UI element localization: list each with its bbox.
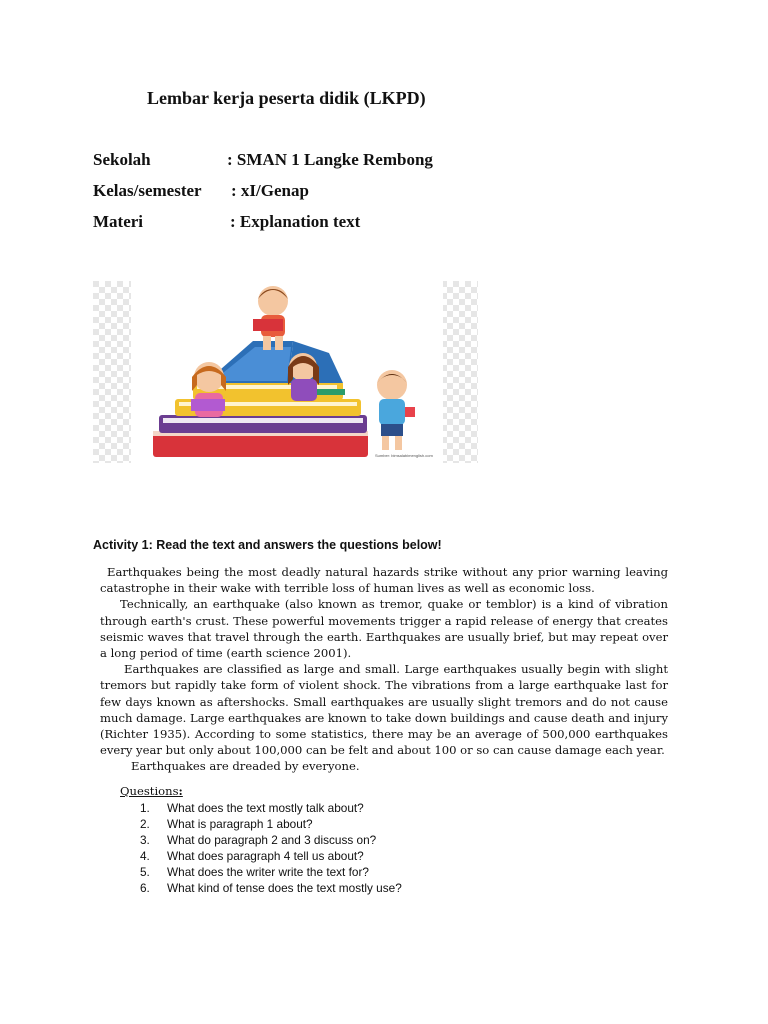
illustration-caption: Sumber: bimsalabimenglish.com [375,453,433,458]
paragraph-3: Earthquakes are classified as large and small. Large earthquakes usually begin with slight tremors but rapidly take form of violent shock. The vibrations from a large earthquake last for few days known as aftershocks. Small earthquakes are usually slight tremors and do not cause much damage. Large earthquakes are known to take down buildings and cause death and injury (Richter 1935). According to some statistics, there may be an average of 500,000 earthquakes every year but only about 100,000 can be felt and about 100 or so can cause damage each year. [100,662,669,758]
info-label: Kelas/semester [93,181,202,200]
question-text: What kind of tense does the text mostly use? [167,881,402,895]
question-text: What does the text mostly talk about? [167,801,364,815]
questions-list [140,800,402,896]
question-item [140,816,402,832]
question-text: What do paragraph 2 and 3 discuss on? [167,833,377,847]
question-text: What is paragraph 1 about? [167,817,313,831]
question-item [140,832,402,848]
activity-heading: Activity 1: Read the text and answers the questions below! [93,538,442,552]
question-item [140,800,402,816]
paragraph-4: Earthquakes are dreaded by everyone. [131,759,360,774]
info-row-materi [93,212,360,232]
info-value: : Explanation text [230,212,361,231]
info-label: Materi [93,212,144,231]
question-number: 2. [140,817,150,831]
info-row-kelas [93,181,309,201]
questions-heading-colon: : [178,784,183,798]
worksheet-title: Lembar kerja peserta didik (LKPD) [147,88,426,108]
reading-text [100,564,668,775]
question-item [140,848,402,864]
question-text: What does the writer write the text for? [167,865,369,879]
question-item [140,880,402,896]
question-item [140,864,402,880]
info-value: : SMAN 1 Langke Rembong [227,150,433,169]
paragraph-1: Earthquakes being the most deadly natural hazards strike without any prior warning leaving catastrophe in their wake with terrible loss of human lives as well as economic loss. [100,565,668,596]
info-row-sekolah [93,150,433,170]
questions-heading-label: Questions [120,784,179,798]
question-number: 5. [140,865,150,879]
questions-heading [120,784,183,798]
question-number: 1. [140,801,150,815]
question-number: 4. [140,849,150,863]
question-number: 6. [140,881,150,895]
question-number: 3. [140,833,150,847]
info-label: Sekolah [93,150,151,169]
paragraph-2: Technically, an earthquake (also known as tremor, quake or temblor) is a kind of vibration through earth's crust. These powerful movements trigger a rapid release of energy that creates seismic waves that travel through the earth. Earthquakes are usually brief, but may repeat over a long period of time (earth science 2001). [100,597,668,661]
children-reading-books-illustration [93,281,478,463]
info-value: : xI/Genap [231,181,309,200]
question-text: What does paragraph 4 tell us about? [167,849,364,863]
